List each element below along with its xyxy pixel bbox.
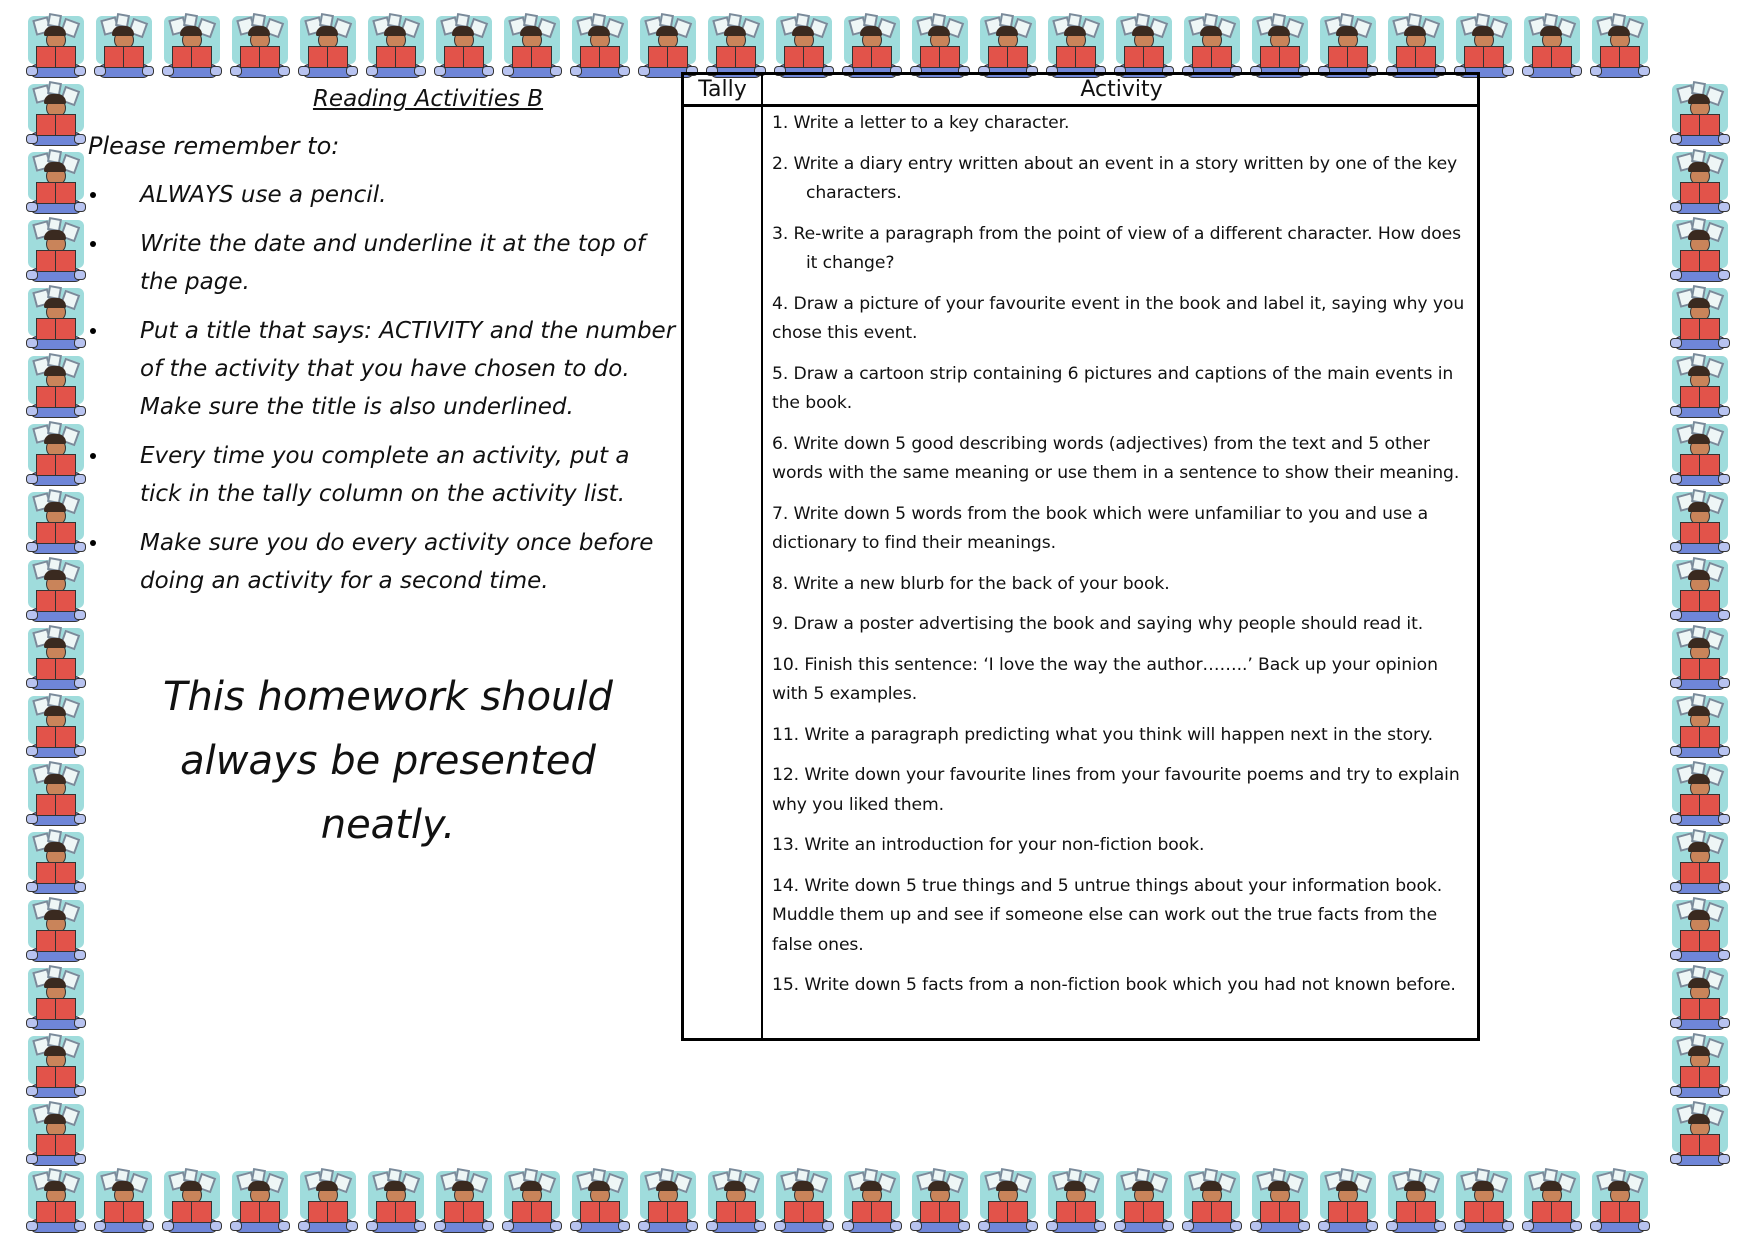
child-reading-book-icon bbox=[1666, 284, 1732, 350]
intro-text: Please remember to: bbox=[88, 132, 340, 160]
child-reading-book-icon bbox=[90, 12, 156, 78]
child-reading-book-icon bbox=[158, 1167, 224, 1233]
child-reading-book-icon bbox=[634, 1167, 700, 1233]
border-bottom bbox=[22, 1167, 1654, 1237]
child-reading-book-icon bbox=[294, 1167, 360, 1233]
child-reading-book-icon bbox=[1246, 1167, 1312, 1233]
activity-item: 9. Draw a poster advertising the book and saying why people should read it. bbox=[772, 614, 1424, 634]
child-reading-book-icon bbox=[430, 1167, 496, 1233]
child-reading-book-icon bbox=[1666, 556, 1732, 622]
bullet-icon bbox=[90, 453, 96, 459]
child-reading-book-icon bbox=[22, 420, 88, 486]
child-reading-book-icon bbox=[226, 1167, 292, 1233]
child-reading-book-icon bbox=[1518, 1167, 1584, 1233]
child-reading-book-icon bbox=[22, 828, 88, 894]
child-reading-book-icon bbox=[1110, 1167, 1176, 1233]
child-reading-book-icon bbox=[1586, 12, 1652, 78]
rule-text: Write the date and underline it at the top of the page. bbox=[140, 231, 646, 295]
child-reading-book-icon bbox=[1666, 216, 1732, 282]
activity-item: 6. Write down 5 good describing words (adjectives) from the text and 5 other words with the same meaning or use them in a sentence to show their meaning. bbox=[772, 433, 1460, 483]
child-reading-book-icon bbox=[1450, 1167, 1516, 1233]
neatness-notice: This homework should always be presented neatly. bbox=[163, 674, 613, 848]
activity-table bbox=[681, 72, 1480, 1041]
activity-item: 7. Write down 5 words from the book which were unfamiliar to you and use a dictionary to find their meanings. bbox=[772, 503, 1429, 553]
child-reading-book-icon bbox=[974, 12, 1040, 78]
rule-text: Make sure you do every activity once before doing an activity for a second time. bbox=[140, 530, 654, 594]
child-reading-book-icon bbox=[1178, 1167, 1244, 1233]
column-divider bbox=[761, 75, 763, 1038]
rule-text: ALWAYS use a pencil. bbox=[140, 182, 387, 208]
bullet-icon bbox=[90, 241, 96, 247]
activity-item: 12. Write down your favourite lines from your favourite poems and try to explain why you liked them. bbox=[772, 765, 1460, 815]
rule-item bbox=[88, 176, 678, 214]
child-reading-book-icon bbox=[1586, 1167, 1652, 1233]
child-reading-book-icon bbox=[1666, 692, 1732, 758]
activity-list bbox=[772, 109, 1472, 1012]
child-reading-book-icon bbox=[1178, 12, 1244, 78]
activity-item: 3. Re-write a paragraph from the point of view of a different character. How does it change? bbox=[772, 223, 1462, 273]
child-reading-book-icon bbox=[838, 12, 904, 78]
child-reading-book-icon bbox=[22, 1032, 88, 1098]
child-reading-book-icon bbox=[22, 1167, 88, 1233]
child-reading-book-icon bbox=[1666, 420, 1732, 486]
tally-header: Tally bbox=[698, 77, 747, 102]
child-reading-book-icon bbox=[1666, 148, 1732, 214]
child-reading-book-icon bbox=[906, 1167, 972, 1233]
rule-item bbox=[88, 524, 678, 600]
child-reading-book-icon bbox=[22, 692, 88, 758]
rule-text: Every time you complete an activity, put a tick in the tally column on the activity list. bbox=[140, 443, 630, 507]
child-reading-book-icon bbox=[22, 1100, 88, 1166]
child-reading-book-icon bbox=[1382, 12, 1448, 78]
child-reading-book-icon bbox=[1666, 352, 1732, 418]
activity-item: 15. Write down 5 facts from a non-fiction book which you had not known before. bbox=[772, 975, 1456, 995]
child-reading-book-icon bbox=[1666, 1100, 1732, 1166]
child-reading-book-icon bbox=[22, 216, 88, 282]
bullet-icon bbox=[90, 328, 96, 334]
child-reading-book-icon bbox=[702, 1167, 768, 1233]
child-reading-book-icon bbox=[770, 12, 836, 78]
activity-item: 14. Write down 5 true things and 5 untrue things about your information book. Muddle them up and see if someone else can work out the true facts from the false ones. bbox=[772, 875, 1443, 955]
child-reading-book-icon bbox=[226, 12, 292, 78]
child-reading-book-icon bbox=[906, 12, 972, 78]
child-reading-book-icon bbox=[1666, 488, 1732, 554]
rule-item bbox=[88, 312, 678, 426]
child-reading-book-icon bbox=[22, 148, 88, 214]
child-reading-book-icon bbox=[1042, 12, 1108, 78]
page-title: Reading Activities B bbox=[312, 86, 544, 112]
child-reading-book-icon bbox=[22, 964, 88, 1030]
activity-item: 1. Write a letter to a key character. bbox=[772, 113, 1070, 133]
child-reading-book-icon bbox=[1666, 1032, 1732, 1098]
child-reading-book-icon bbox=[90, 1167, 156, 1233]
child-reading-book-icon bbox=[22, 488, 88, 554]
activity-item: 10. Finish this sentence: ‘I love the way the author……..’ Back up your opinion with 5 examples. bbox=[772, 654, 1438, 704]
child-reading-book-icon bbox=[1314, 12, 1380, 78]
child-reading-book-icon bbox=[294, 12, 360, 78]
child-reading-book-icon bbox=[22, 352, 88, 418]
child-reading-book-icon bbox=[22, 12, 88, 78]
child-reading-book-icon bbox=[838, 1167, 904, 1233]
child-reading-book-icon bbox=[1246, 12, 1312, 78]
border-left bbox=[22, 80, 88, 1168]
child-reading-book-icon bbox=[1666, 624, 1732, 690]
child-reading-book-icon bbox=[634, 12, 700, 78]
child-reading-book-icon bbox=[1314, 1167, 1380, 1233]
activity-item: 11. Write a paragraph predicting what you think will happen next in the story. bbox=[772, 724, 1434, 745]
child-reading-book-icon bbox=[974, 1167, 1040, 1233]
child-reading-book-icon bbox=[158, 12, 224, 78]
child-reading-book-icon bbox=[770, 1167, 836, 1233]
child-reading-book-icon bbox=[1666, 896, 1732, 962]
child-reading-book-icon bbox=[1666, 760, 1732, 826]
child-reading-book-icon bbox=[362, 12, 428, 78]
child-reading-book-icon bbox=[22, 896, 88, 962]
table-header bbox=[684, 75, 1477, 107]
activity-item: 2. Write a diary entry written about an event in a story written by one of the key characters. bbox=[772, 153, 1458, 203]
child-reading-book-icon bbox=[22, 624, 88, 690]
activity-item: 13. Write an introduction for your non-fiction book. bbox=[772, 835, 1205, 855]
child-reading-book-icon bbox=[1666, 828, 1732, 894]
child-reading-book-icon bbox=[22, 760, 88, 826]
activity-item: 4. Draw a picture of your favourite event in the book and label it, saying why you chose this event. bbox=[772, 293, 1465, 343]
child-reading-book-icon bbox=[1518, 12, 1584, 78]
child-reading-book-icon bbox=[1450, 12, 1516, 78]
rules-list bbox=[88, 176, 678, 611]
border-right bbox=[1666, 80, 1732, 1168]
child-reading-book-icon bbox=[498, 1167, 564, 1233]
activity-item: 5. Draw a cartoon strip containing 6 pictures and captions of the main events in the book. bbox=[772, 363, 1454, 413]
rule-text: Put a title that says: ACTIVITY and the number of the activity that you have chosen to do. Make sure the title is also underlined. bbox=[140, 318, 676, 420]
bullet-icon bbox=[90, 192, 96, 198]
rule-item bbox=[88, 437, 678, 513]
rule-item bbox=[88, 225, 678, 301]
child-reading-book-icon bbox=[430, 12, 496, 78]
child-reading-book-icon bbox=[1382, 1167, 1448, 1233]
child-reading-book-icon bbox=[22, 80, 88, 146]
activity-item: 8. Write a new blurb for the back of your book. bbox=[772, 573, 1170, 594]
bullet-icon bbox=[90, 540, 96, 546]
child-reading-book-icon bbox=[22, 284, 88, 350]
child-reading-book-icon bbox=[1666, 964, 1732, 1030]
activity-header: Activity bbox=[1080, 77, 1163, 102]
child-reading-book-icon bbox=[362, 1167, 428, 1233]
child-reading-book-icon bbox=[702, 12, 768, 78]
child-reading-book-icon bbox=[566, 1167, 632, 1233]
child-reading-book-icon bbox=[1042, 1167, 1108, 1233]
child-reading-book-icon bbox=[22, 556, 88, 622]
child-reading-book-icon bbox=[566, 12, 632, 78]
child-reading-book-icon bbox=[498, 12, 564, 78]
child-reading-book-icon bbox=[1666, 80, 1732, 146]
child-reading-book-icon bbox=[1110, 12, 1176, 78]
